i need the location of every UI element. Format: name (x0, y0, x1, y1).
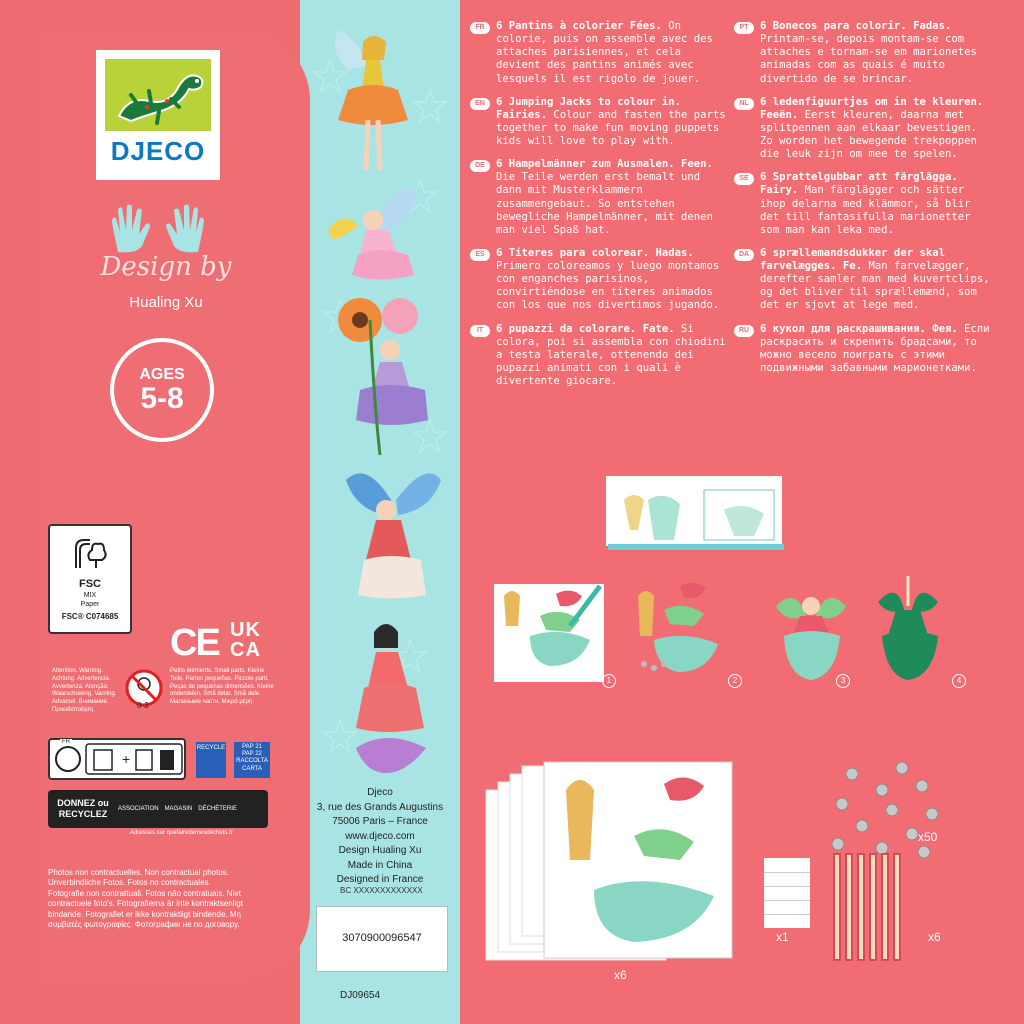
rivets-illustration (822, 760, 946, 860)
photo-disclaimer: Photos non contractuelles. Non contractual photos. Unverbindliche Fotos. Fotos no contractuales. Fotografie non contrattuali. Fotos não contratuais. Niet contractuele foto's. Fotografierna är inte kontraktsenligt bindande. Fotografiet er ikke kontraktligt bindende. Μη συμβατές φωτογραφίες. Фотографии не по договору. (48, 868, 243, 929)
language-code-badge: EN (470, 98, 490, 110)
ukca-mark (230, 620, 261, 660)
step-number: 3 (836, 674, 850, 688)
language-code-badge: ES (470, 249, 490, 261)
fairy-illustration-5 (336, 608, 446, 778)
fairy-illustration-3 (330, 290, 440, 460)
language-title: 6 кукол для раскрашивания. Фея. (760, 322, 958, 335)
recycle-badge (196, 742, 226, 778)
language-title: 6 Hampelmänner zum Ausmalen. Feen. (496, 158, 713, 171)
design-by-label: Design by (100, 252, 232, 282)
warning-age: 0-3 (137, 701, 149, 710)
svg-text:+: + (122, 751, 131, 767)
sticks-illustration (830, 852, 912, 962)
language-body: Если раскрасить и скрепить брадсами, то можно весело поиграть с этими подвижными забавными марионетками. (760, 322, 990, 374)
sheets-qty: x6 (614, 968, 627, 982)
fairy-illustration-4 (336, 460, 446, 610)
strip-line (764, 914, 810, 915)
language-body: Primero coloreamos y luego montamos con enganches parisinos, convirtiéndose en títeres animados con los que nos divertimos jugando. (496, 260, 720, 312)
address-line: 3, rue des Grands Augustins (316, 801, 444, 813)
address-line: Djeco (367, 787, 393, 798)
language-code-badge: NL (734, 98, 754, 110)
option-decheterie: DÉCHÈTERIE (198, 806, 237, 812)
language-code-badge: PT (734, 22, 754, 34)
sticks-qty: x6 (928, 930, 941, 944)
warning-text-right: Petits éléments. Small parts. Kleine Teile. Partes pequeñas. Piccole parti. Peças de pequenas dimensões. Kleine onderdelen. Små delar. Små dele. Маленькие части. Μικρά μέρη. (170, 668, 274, 706)
language-description (760, 171, 992, 237)
step-3-image (756, 576, 880, 684)
fsc-code: FSC® C074685 (61, 612, 119, 621)
language-code-badge: RU (734, 325, 754, 337)
donnez-label: DONNEZ ou RECYCLEZ (57, 798, 109, 819)
donnez-options (118, 806, 237, 812)
step-4 (868, 576, 992, 684)
language-description (760, 247, 992, 313)
pap-line: CARTA (242, 765, 262, 772)
strip-line (764, 872, 810, 873)
language-title: 6 Jumping Jacks to colour in. Fairies. (496, 95, 681, 121)
step-4-image (868, 576, 992, 684)
gecko-icon (109, 61, 209, 131)
language-title: 6 Sprattelgubbar att färglägga. Fairy. (760, 171, 958, 197)
language-block-nl (734, 96, 992, 162)
warning-text-left: Attention. Warning. Achtung. Advertencia. Avvertenza. Atenção. Waarschuwing. Varning. Advarsel. Внимание. Προειδοποίηση. (52, 668, 117, 713)
triman-icon (50, 740, 184, 778)
language-code-badge: IT (470, 325, 490, 337)
logo-text: DJECO (110, 135, 206, 166)
language-block-pt (734, 20, 992, 86)
fairy-illustration-2 (318, 180, 438, 290)
product-ref: DJ09654 (340, 990, 381, 1001)
language-title: 6 pupazzi da colorare. Fate. (496, 322, 675, 335)
language-block-ru (734, 323, 992, 376)
language-block-it (470, 323, 728, 389)
language-block-da (734, 247, 992, 313)
language-body: Man farvelægger, derefter samler man med kuvertclips, og det bliver til sprællemænd, som det er sjovt at lege med. (760, 260, 990, 312)
fsc-type: MIX (83, 592, 97, 599)
step-number: 4 (952, 674, 966, 688)
language-code-badge: DA (734, 249, 754, 261)
language-title: 6 Títeres para colorear. Hadas. (496, 246, 694, 259)
ages-label: AGES (139, 366, 185, 383)
step-2 (624, 576, 748, 684)
language-block-se (734, 171, 992, 237)
language-description (760, 323, 992, 376)
triman-code: FR (62, 739, 70, 745)
language-body: Die Teile werden erst bemalt und dann mit Musterklammern zusammengebaut. So entstehen bewegliche Hampelmänner, mit denen man viel Spaß hat. (496, 171, 713, 236)
language-code-badge: DE (470, 160, 490, 172)
step-number: 2 (728, 674, 742, 688)
step-1-image (490, 576, 614, 684)
language-block-de (470, 158, 728, 237)
donnez-banner (48, 790, 268, 828)
strip-line (764, 900, 810, 901)
language-body: Printam-se, depois montam-se com attaches e tornam-se em marionetes animadas com as quais é muito divertido de se brincar. (760, 33, 977, 85)
rivets-qty: x50 (918, 830, 938, 844)
language-description (496, 158, 728, 237)
pap-line: PAP 21 (242, 744, 262, 750)
language-title: 6 Bonecos para colorir. Fadas. (760, 20, 952, 32)
address-line: Design Hualing Xu (338, 845, 422, 856)
pap-line: RACCOLTA (236, 758, 268, 765)
language-description (496, 323, 728, 389)
language-column-left (470, 20, 728, 398)
language-code-badge: FR (470, 22, 490, 34)
address-line: 75006 Paris – France (332, 816, 428, 827)
ukca-top: UK (230, 619, 261, 641)
address-line: Made in China (347, 859, 413, 871)
recycling-site: Adresses sur quefairedemesdechets.fr (130, 830, 233, 836)
language-description (496, 96, 728, 149)
address-line: Designed in France (336, 874, 424, 885)
sheets-illustration (484, 760, 734, 970)
fsc-tree-icon (70, 534, 110, 574)
language-column-right (734, 20, 992, 385)
language-title: 6 Pantins à colorier Fées. (496, 20, 662, 32)
language-block-fr (470, 20, 728, 86)
paper-strip (764, 858, 810, 928)
ce-mark: CE (170, 622, 219, 664)
ages-badge (110, 338, 214, 442)
language-body: Si colora, poi si assembla con chiodini a testa laterale, ottenendo dei pupazzi animati con i quali è divertente giocare. (496, 322, 726, 387)
option-magasin: MAGASIN (164, 806, 193, 812)
language-body: Colour and fasten the parts together to make fun moving puppets kids will love to play with. (496, 108, 726, 147)
pap-badge (234, 742, 270, 778)
language-body: Eerst kleuren, daarna met splitpennen aan elkaar bevestigen. Zo worden het bewegende trekpoppen die leuk zijn om mee te spelen. (760, 108, 977, 161)
ukca-bottom: CA (230, 639, 261, 661)
language-description (760, 96, 992, 162)
language-description (496, 20, 728, 86)
fsc-label (48, 524, 132, 634)
language-description (496, 247, 728, 313)
logo-text-area (105, 131, 211, 171)
language-block-en (470, 96, 728, 149)
step-number: 1 (602, 674, 616, 688)
pap-line: PAP 22 (242, 751, 262, 758)
designer-name: Hualing Xu (129, 294, 203, 311)
option-association: ASSOCIATION (118, 806, 159, 812)
hands-icon (108, 204, 208, 256)
language-description (760, 20, 992, 86)
recycle-label: RECYCLE (196, 745, 226, 751)
step-1 (490, 576, 614, 684)
fairy-illustration-1 (318, 20, 428, 180)
company-address (300, 786, 460, 888)
fsc-text: FSC (79, 578, 101, 590)
language-block-es (470, 247, 728, 313)
batch-code: BC XXXXXXXXXXXXX (340, 886, 423, 895)
djeco-logo (96, 50, 220, 180)
fsc-sub: Paper (80, 601, 100, 608)
language-title: 6 sprællemandsdukker der skal farvelægges. Fe. (760, 246, 945, 272)
language-title: 6 ledenfiguurtjes om in te kleuren. Feeën. (760, 95, 984, 121)
language-body: Man färglägger och sätter ihop delarna med klämmor, så blir det till fantasifulla marionetter som man kan leka med. (760, 184, 971, 236)
barcode-number: 3070900096547 (342, 932, 422, 944)
address-line: www.djeco.com (345, 830, 415, 842)
strip-line (764, 886, 810, 887)
step-3 (756, 576, 880, 684)
step-2-image (624, 576, 748, 684)
strip-qty: x1 (776, 930, 789, 944)
booklet-illustration (604, 470, 784, 552)
ages-range: 5-8 (140, 382, 184, 415)
language-code-badge: SE (734, 173, 754, 185)
language-body: On colorie, puis on assemble avec des attaches parisiennes, et cela devient des pantins animés avec lesquels il est rigolo de jouer. (496, 20, 713, 85)
